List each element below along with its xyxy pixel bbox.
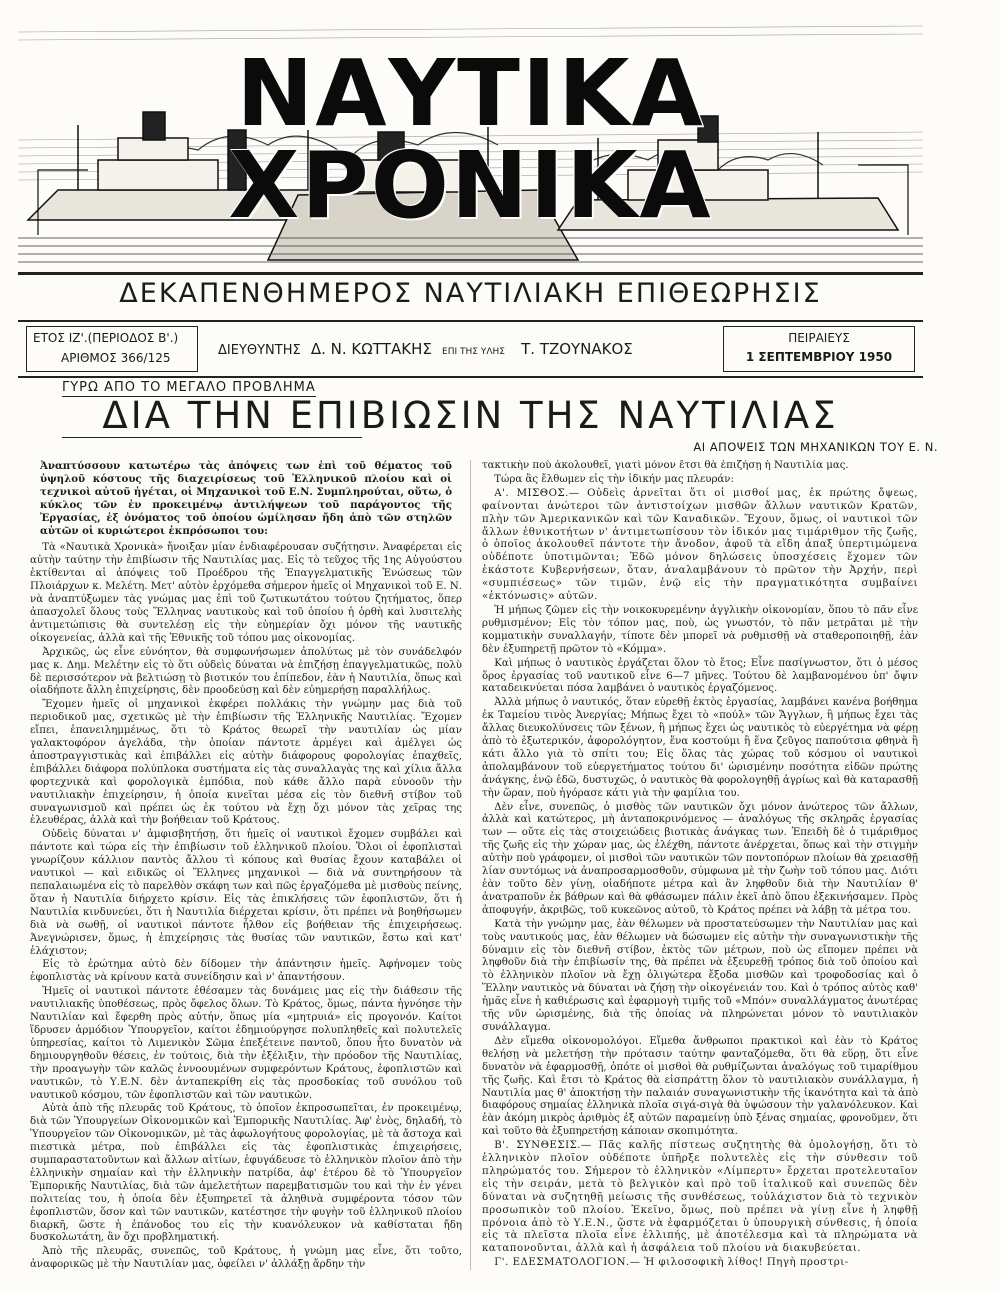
paragraph: Ἀρχικῶς, ὡς εἶνε εὐνόητον, θὰ συμφωνήσωμεν ἀπολύτως μὲ τὸν συνάδελφόν μας κ. Δημ. Μελέτην εἰς τὸ ὅτι οὐδεὶς δύναται νὰ ἐπιζήσῃ ἐπαγγελματικῶς, πολὺ δὲ περισσότερον νὰ βελτιώσῃ τὸ βιοτικόν του ἐπίπεδον, ἐὰν ἡ Ναυτιλία, ὅπως καὶ οἱαδήποτε ἄλλη ἐπιχείρησις, δὲν προοδεύσῃ καὶ δὲν εὐημερήσῃ παραλλήλως. <box>30 646 462 697</box>
masthead <box>18 20 923 275</box>
publication-subtitle: ΔΕΚΑΠΕΝΘΗΜΕΡΟΣ ΝΑΥΤΙΛΙΑΚΗ ΕΠΙΘΕΩΡΗΣΙΣ <box>119 278 822 309</box>
paragraph: Κατὰ τὴν γνώμην μας, ἐὰν θέλωμεν νὰ προστατεύσωμεν τὴν Ναυτιλίαν μας καὶ τοὺς ναυτικούς μας, ἐὰν θέλωμεν νὰ δώσωμεν εἰς αὐτὴν τὴν συναγωνιστικὴν τῆς δύναμιν εἰς τὸν διεθνῆ στίβον, ἐκτὸς τῶν μέτρων, ποὺ ὡς εἴπομεν πρέπει νὰ ληφθοῦν διὰ τὴν ἐπιβίωσίν της, θὰ πρέπει νὰ ἐξευρεθῇ τρόπος διὰ τοῦ ὁποίου καὶ τὸ ἑλληνικὸν πλοῖον νὰ ἔχῃ ὀλιγώτερα ἔξοδα μισθῶν καὶ τροφοδοσίας καὶ ὁ Ἕλλην ναυτικὸς νὰ δύναται νὰ ζήσῃ τὴν οἰκογένειάν του. Καὶ ὁ τρόπος αὐτὸς καθ' ἡμᾶς εἶνε ἡ καθιέρωσις καὶ ἐφαρμογὴ τιμῆς τοῦ «Μπόν» συναλλάγματος ἀνωτέρας τῆς νῦν ὡρισμένης, διὰ τῆς ὁποίας νὰ πληρώνεται μόνον τὸ ναυτιλιακὸν συνάλλαγμα. <box>482 918 918 1033</box>
city: ΠΕΙΡΑΙΕΥΣ <box>788 331 850 345</box>
divider <box>62 437 362 438</box>
article-column-right <box>482 460 918 1280</box>
paragraph: Ἔχομεν ἡμεῖς οἱ μηχανικοὶ ἐκφέρει πολλάκις τὴν γνώμην μας διὰ τοῦ περιοδικοῦ μας, σχετικῶς μὲ τὴν ἐπιβίωσιν τῆς Ἑλληνικῆς Ναυτιλίας. Ἔχομεν εἴπει, ἐπανειλημμένως, ὅτι τὸ Κράτος θεωρεῖ τὴν ναυτιλίαν ὡς μίαν γαλακτοφόρον ἀγελάδα, τὴν ὁποίαν πάντοτε ἀρμέγει καὶ ἀμέλγει ὡς ἀποστραγγιστικὰς καὶ ἐπιβάλλει εἰς αὐτὴν διάφορους φορολογίας ἐπαχθεῖς, ἐπιβάλλει διάφορα πολύπλοκα συστήματα εἰς τὰς συναλλαγὰς της καὶ χίλια ἄλλα φορτεχνικὰ καὶ φορολογικὰ ἐμπόδια, ποὺ κάθε ἄλλο παρὰ εὐνοοῦν τὴν ναυτιλιακὴν ἐπιχείρησιν, ἡ ὁποία κινεῖται μέσα εἰς τὸν διεθνῆ στίβον τοῦ συναγωνισμοῦ καὶ πρέπει ὡς ἐκ τούτου νὰ ἔχῃ ὄχι μόνον τὰς χεῖρας της ἐλευθέρας, ἀλλὰ καὶ τὴν βοήθειαν τοῦ Κράτους. <box>30 699 462 827</box>
section-wages: Α'. ΜΙΣΘΟΣ.— Οὐδεὶς ἀρνεῖται ὅτι οἱ μισθοί μας, ἐκ πρώτης ὄψεως, φαίνονται ἀνώτεροι τῶν ἀντιστοίχων μισθῶν ἄλλων ναυτικῶν Κρατῶν, πλὴν τῶν Ἀμερικανικῶν καὶ τῶν Καναδικῶν. Ἔχουν, ὅμως, οἱ ναυτικοὶ τῶν ἄλλων ἐθνικοτήτων ν' ἀντιμετωπίσουν τὸν ἰδικόν μας τιμάριθμον τῆς ζωῆς, ὁ ὁποῖος ἀκολουθεῖ πάντοτε τὴν ἄνοδον, ἀφοῦ τὰ εἴδη ἀπαξ ὑπερτιμώμενα οὐδέποτε ὑποτιμῶνται; Ἐδῶ μόνον δηλώσεις ὑποσχέσεις ἔχομεν τῶν ἑκάστοτε Κυβερνήσεων, ὅταν, ἀναλαμβάνουν τὸ πρῶτον τὴν Ἀρχήν, περὶ «συμπιέσεως» τῶν τιμῶν, ἐνῷ εἰς τὴν πραγματικότητα συμβαίνει «ἐκτόνωσις» αὐτῶν. <box>482 487 918 603</box>
paragraph: Ἡ μήπως ζῶμεν εἰς τὴν νοικοκυρεμένην ἀγγλικὴν οἰκονομίαν, ὅπου τὸ πᾶν εἶνε ρυθμισμένον; Εἰς τὸν τόπον μας, ποὺ, ὡς γνωστόν, τὸ πᾶν μετρᾶται μὲ τὴν κομματικὴν συναλλαγήν, τίποτε δὲν μπορεῖ νὰ ρυθμισθῇ νὰ σταθεροποιηθῇ, ἐὰν δὲν ἐξυπηρετῇ πρῶτον τὸ «Κόμμα». <box>482 604 918 655</box>
material-label: ΕΠΙ ΤΗΣ ΥΛΗΣ <box>442 347 505 357</box>
article-kicker: ΓΥΡΩ ΑΠΟ ΤΟ ΜΕΓΑΛΟ ΠΡΟΒΛΗΜΑ <box>62 380 316 395</box>
article-headline: ΔΙΑ ΤΗΝ ΕΠΙΒΙΩΣΙΝ ΤΗΣ ΝΑΥΤΙΛΙΑΣ <box>102 394 839 437</box>
article-intro: Ἀναπτύσσουν κατωτέρω τὰς ἀπόψεις των ἐπὶ τοῦ θέματος τοῦ ὑψηλοῦ κόστους τῆς διαχειρίσεως τοῦ Ἑλληνικοῦ πλοίου καὶ οἱ τεχνικοὶ αὐτοῦ ἡγέται, οἱ Μηχανικοὶ τοῦ Ε.Ν. Συμπληρούται, οὕτω, ὁ κύκλος τῶν ἐν προκειμένῳ ἀντιλήψεων τοῦ παράγοντος τῆς Ἐργασίας, ἐξ ὀνόματος τοῦ ὁποίου ὡμίλησαν ἤδη ἀπὸ τῶν στηλῶν αὐτῶν οἱ κυριώτεροι ἐκπρόσωποι του: <box>40 460 452 537</box>
paragraph: Καὶ μήπως ὁ ναυτικὸς ἐργάζεται ὅλον τὸ ἔτος; Εἶνε πασίγνωστον, ὅτι ὁ μέσος ὅρος ἐργασίας τοῦ ναυτικοῦ εἶνε 6—7 μῆνες. Τούτου δὲ λαμβανομένου ὑπ' ὄψιν καταδεικνύεται πόσα λαμβάνει ὁ ναυτικὸς ἐργαζόμενος. <box>482 657 918 695</box>
editors-line <box>218 340 633 358</box>
director-name: Δ. Ν. ΚΩΤΤΑΚΗΣ <box>310 340 432 358</box>
paragraph: Δὲν εἴμεθα οἰκονομολόγοι. Εἴμεθα ἄνθρωποι πρακτικοὶ καὶ ἐὰν τὸ Κράτος θελήσῃ νὰ μελετήσῃ τὴν πρότασιν ταύτην φανταζόμεθα, ὅτι θὰ εὕρῃ, ὅτι εἶνε δυνατὸν νὰ ἐφαρμοσθῇ, ὁπότε οἱ μισθοὶ θὰ ρυθμίζωνται ἀναλόγως τοῦ τιμαρίθμου τῆς ζωῆς. Καὶ ἔτσι τὸ Κράτος θὰ εἰσπράττῃ ὅλον τὸ ναυτιλιακὸν συνάλλαγμα, ἡ Ναυτιλία μας θ' ἀποκτήσῃ τὴν παλαιάν συναγωνιστικὴν τῆς ἱκανότητα καὶ τὰ ἀπὸ διαφόρους σημαίας ἑλληνικὰ πλοῖα σιγά-σιγὰ θὰ ὑψώσουν τὴν γαλανόλευκον. Καὶ ἐὰν ἀκόμη μικρὸς ἀριθμὸς ἐξ αὐτῶν παραμείνῃ ὑπὸ ξένας σημαίας, φρονοῦμεν, ὅτι καὶ τοῦτο θὰ ἐξυπηρετήσῃ κάποιαν σκοπιμότητα. <box>482 1035 918 1138</box>
paragraph: Τὰ «Ναυτικὰ Χρονικὰ» ἤνοιξαν μίαν ἐνδιαφέρουσαν συζήτησιν. Ἀναφέρεται εἰς αὐτὴν ταύτην τὴν ἐπιβίωσιν τῆς Ναυτιλίας μας. Εἰς τὸ τεῦχος τῆς 1ης Αὐγούστου ἐκτίθενται αἱ ἀπόψεις τοῦ Προέδρου τῆς Ἐπαγγελματικῆς Ἑνώσεως τῶν Πλοιάρχων κ. Μελέτη. Μετ' αὐτὸν ἐρχόμεθα σήμερον ἡμεῖς οἱ Μηχανικοὶ τοῦ Ε. Ν. νὰ ἀναπτύξωμεν τὰς γνώμας μας ἐπὶ τοῦ ζωτικωτάτου τούτου ζητήματος, ὅπερ ἀπασχολεῖ ὅλους τοὺς Ἕλληνας ναυτικοὺς καὶ τοῦ ὁποίου ἡ ὀρθὴ καὶ λυσιτελὴς ἀντιμετώπισις θὰ συντελέσῃ εἰς τὴν εὐημερίαν ὄχι μόνον τῆς ναυτικῆς οἰκογενείας, ἀλλὰ καὶ τῆς Ἐθνικῆς τοῦ τόπου μας οἰκονομίας. <box>30 542 462 644</box>
paragraph: Αὐτὰ ἀπὸ τῆς πλευρᾶς τοῦ Κράτους, τὸ ὁποῖον ἐκπροσωπεῖται, ἐν προκειμένῳ, διὰ τῶν Ὑπουργείων Οἰκονομικῶν καὶ Ἐμπορικῆς Ναυτιλίας. Ἀφ' ἑνὸς, δηλαδή, τὸ Ὑπουργεῖον τῶν Οἰκονομικῶν, μὲ τὰς ἀφωλογήτους φορολογίας, μὲ τὰ ἄστοχα καὶ πιεστικὰ μέτρα, ποὺ ἐπιβάλλει εἰς τὰς ἐφοπλιστικὰς ἐπιχειρήσεις, συμπαραστατοῦντων καὶ ἄλλων αἰτίων, ἐφυγάδευσε τὸ ἑλληνικὸν πλοῖον ἀπὸ τὴν ἑλληνικὴν σημαίαν καὶ τὴν ἑλληνικὴν πατρίδα, ἀφ' ἑτέρου δὲ τὸ Ὑπουργεῖον Ἐμπορικῆς Ναυτιλίας, διὰ τῶν ἀμελετήτων παρεμβατισμῶν του καὶ τὴν ἐν γένει πολιτείας του, ἡ ὁποία δὲν ἐξυπηρετεῖ τὰ ἀληθινὰ συμφέροντα τόσον τῶν ἐφοπλιστῶν, ὅσον καὶ τῶν ναυτικῶν, κατέστησε τὴν φυγὴν τοῦ ἑλληνικοῦ πλοίου διαρκῆ, ὥστε ἡ ἐπάνοδος του εἰς τὴν κυανόλευκον νὰ καθίσταται ἤδη δυσκολωτάτη, ἂν ὄχι προβληματική. <box>30 1103 462 1244</box>
section-victualling: Γ'. ΕΔΕΣΜΑΤΟΛΟΓΙΟΝ.— Ἡ φιλοσοφικὴ λίθος! Πηγὴ προστρι- <box>494 1257 849 1269</box>
issue-box <box>26 326 198 372</box>
section-composition: Β'. ΣΥΝΘΕΣΙΣ.— Πᾶς καλῆς πίστεως συζητητὴς θὰ ὁμολογήσῃ, ὅτι τὸ ἑλληνικὸν πλοῖον οὐδέποτε ὑπῆρξε πολυτελὲς εἰς τὴν σύνθεσιν τοῦ πληρώματός του. Σήμερον τὸ ἑλληνικὸν «Λίμπερτυ» ἔρχεται προτελευταῖον εἰς τὴν σειράν, μετὰ τὸ βελγικὸν καὶ πρὸ τοῦ ἰταλικοῦ καὶ συνεπῶς δὲν δύναται νὰ συζητηθῇ μείωσις τῆς συνθέσεως, τοὐλάχιστον διὰ τὸ τεχνικὸν προσωπικὸν τοῦ πλοίου. Ἐκεῖνο, ὅμως, ποὺ πρέπει νὰ γίνῃ εἶνε ἡ ληφθῇ πρόνοια ἀπὸ τὸ Υ.Ε.Ν., ὥστε νὰ ἐφαρμόζεται ὑ ὑπουργικὴ σύνθεσις, ἡ ὁποία εἰς τὰ πλεῖστα πλοῖα εἶνε ἐλλιπής, μὲ ἀποτέλεσμα καὶ τὰ πληρώματα νὰ καταπονοῦνται, ἀλλὰ καὶ ἡ ἀσφάλεια τοῦ πλοίου νὰ διακυβεύεται. <box>482 1140 918 1255</box>
paragraph: Τώρα ἂς ἔλθωμεν εἰς τὴν ἰδικήν μας πλευράν: <box>494 473 734 485</box>
paragraph: Ἀπὸ τῆς πλευρᾶς, συνεπῶς, τοῦ Κράτους, ἡ γνώμη μας εἶνε, ὅτι τοῦτο, ἀναφορικῶς μὲ τὴν Ναυτιλίαν μας, ὀφείλει ν' ἀλλάξῃ ἄρδην τὴν <box>30 1246 462 1271</box>
article-byline: ΑΙ ΑΠΟΨΕΙΣ ΤΩΝ ΜΗΧΑΝΙΚΩΝ ΤΟΥ Ε. Ν. <box>693 440 938 454</box>
issue-number: ΑΡΙΘΜΟΣ 366/125 <box>61 351 171 365</box>
masthead-title: ΝΑΥΤΙΚΑ ΧΡΟΝΙΚΑ <box>228 40 713 239</box>
column-divider <box>470 460 471 1270</box>
info-bar <box>18 320 923 378</box>
dateline-box <box>723 326 915 372</box>
paragraph: Ἀλλὰ μήπως ὁ ναυτικός, ὅταν εὑρεθῇ ἐκτὸς ἐργασίας, λαμβάνει κανένα βοήθημα ἐκ Ταμείου τινὸς Ἀνεργίας; Μήπως ἔχει τὸ «πούλ» τῶν Ἄγγλων, ἢ μήπως ἔχει τὰς ἄλλας διευκολύνσεις τῶν ξένων, ἢ μήπως ἔχει ὡς ναυτικὸς τὸ εὐεργέτημα νὰ φέρῃ ἀπὸ τὸ ἐξωτερικόν, ἀφορολόγητον, ἕνα κοστούμι ἢ ἕνα ζεῦγος παπούτσια φθηνὰ ἢ κάτι ἄλλο γιὰ τὸ σπίτι του; Εἰς ὅλας τὰς χώρας τοῦ κόσμου οἱ ναυτικοὶ ἀπολαμβάνουν τοῦ εὐεργετήματος τούτου δι' ὡρισμένην ποσότητα εἰδῶν πρώτης ἀνάγκης, ἐνῷ ἐδῶ, δυστυχῶς, ὁ ναυτικὸς θὰ φορολογηθῇ ἀγρίως καὶ θὰ καταρασθῇ τὴν ὥραν, ποὺ ἠγόρασε κάτι γιὰ τὴν φαμίλια του. <box>482 697 918 799</box>
article-column-left <box>30 460 462 1280</box>
director-label: ΔΙΕΥΘΥΝΤΗΣ <box>218 343 301 358</box>
issue-date: 1 ΣΕΠΤΕΜΒΡΙΟΥ 1950 <box>745 350 893 364</box>
paragraph: τακτικὴν ποὺ ἀκολουθεῖ, γιατὶ μόνον ἔτσι θὰ ἐπιζήσῃ ἡ Ναυτιλία μας. <box>482 460 849 471</box>
paragraph: Ἡμεῖς οἱ ναυτικοὶ πάντοτε ἐθέσαμεν τὰς δυνάμεις μας εἰς τὴν διάθεσιν τῆς ναυτιλιακῆς ὑποθέσεως, πρὸς ὄφελος ὅλων. Τὸ Κράτος, ὅμως, πάντα ἠγνόησε τὴν Ναυτιλίαν καὶ ἔφερθη πρὸς αὐτήν, ὅπως μία «μητρυιά» εἰς προγονόν. Καίτοι ἵδρυσεν ἁρμόδιον Ὑπουργεῖον, καίτοι ἐδημιούργησε πολυπληθεῖς καὶ πολυτελεῖς ὑπηρεσίας, καίτοι τὸ Λιμενικὸν Σῶμα ἐπεξέτεινε παντοῦ, ὅπου ἦτο δυνατὸν νὰ δημιουργηθοῦν θέσεις, ἐν τούτοις, διὰ τὴν ἐξέλιξιν, τὴν πρόοδον τῆς Ναυτιλίας, τὴν προαγωγὴν τῶν καλῶς ἐννοουμένων συμφερόντων Κράτους, ἐφοπλιστῶν καὶ ναυτικῶν, τὸ Υ.Ε.Ν. δὲν ἀνταπεκρίθη εἰς τὰς προσδοκίας τοῦ συνόλου τοῦ ναυτικοῦ κόσμου, τῶν ἐφοπλιστῶν καὶ τῶν ναυτικῶν. <box>30 986 462 1101</box>
paragraph: Οὐδεὶς δύναται ν' ἀμφισβητήσῃ, ὅτι ἡμεῖς οἱ ναυτικοὶ ἔχομεν συμβάλει καὶ πάντοτε καὶ τώρα εἰς τὴν ἐπιβίωσιν τοῦ ἑλληνικοῦ πλοίου. Ὅλοι οἱ ἐφοπλισταὶ γνωρίζουν κάλλιον παντὸς ἄλλου τὶ κόπους καὶ θυσίας ἔχουν καταβάλει οἱ ναυτικοὶ — καὶ ειδικῶς οἱ Ἕλληνες μηχανικοὶ — διὰ νὰ συντηρήσουν τὰ πεπαλαιωμένα εἰς τὸ παρελθὸν σκάφη των καὶ πῶς ἐργαζόμεθα μὲ μισθοὺς πείνης, ὅταν ἡ Ναυτιλία διήρχετο κρίσιν. Εἰς τὰς ἐπικλήσεις τῶν ἐφοπλιστῶν, ὅτι ἡ Ναυτιλία κινδυνεύει, ὅτι ἡ Ναυτιλία διέρχεται κρίσιν, ὅτι πρέπει νὰ βοηθήσωμεν διὰ νὰ σωθῇ, οἱ ναυτικοὶ πάντοτε ἦλθον εἰς βοήθειαν τῆς ἐπιχειρήσεως. Ἀνεγνώρισεν, ὅμως, ἡ ἐπιχείρησις τὰς θυσίας τῶν ναυτικῶν, ἔστω καὶ κατ' ἐλάχιστον; <box>30 829 462 957</box>
issue-year: ΕΤΟΣ ΙΖ'.(ΠΕΡΙΟΔΟΣ Β'.) <box>33 331 179 345</box>
paragraph: Εἰς τὸ ἐρώτημα αὐτὸ δὲν δίδομεν τὴν ἀπάντησιν ἡμεῖς. Ἀφήνομεν τοὺς ἐφοπλιστὰς νὰ κρίνουν κατὰ συνείδησιν καὶ ν' ἀπαντήσουν. <box>30 959 462 984</box>
material-name: Τ. ΤΖΟΥΝΑΚΟΣ <box>521 340 633 358</box>
paragraph: Δὲν εἶνε, συνεπῶς, ὁ μισθὸς τῶν ναυτικῶν ὄχι μόνον ἀνώτερος τῶν ἄλλων, ἀλλὰ καὶ κατώτερος, μὴ ἀνταποκρινόμενος — ἀναλόγως τῆς σκληρᾶς ἐργασίας των — οὔτε εἰς τὰς στοιχειώδεις βιοτικὰς ἀνάγκας των. Ἐπειδὴ δὲ ὁ τιμάριθμος τῆς ζωῆς εἰς τὴν χώραν μας, ὡς ἐλέχθη, πάντοτε ἀνέρχεται, ὅπως καὶ τὴν στιγμὴν αὐτὴν ποὺ γράφομεν, οἱ μισθοὶ τῶν ναυτικῶν τῶν ποντοπόρων πλοίων θὰ χρειασθῇ λίαν συντόμως νὰ ἀναπροσαρμοσθοῦν, σύμφωνα μὲ τὴν ζωὴν τοῦ τόπου μας. Διότι ἐὰν τοῦτο δὲν γίνῃ, οἱαδήποτε μέτρα καὶ ἂν ληφθοῦν διὰ τὴν Ναυτιλίαν θ' ἀνατραποῦν ἐκ βάθρων καὶ θὰ φθάσωμεν πάλιν ἐκεῖ ἀπὸ ὅπου ἐξεκινήσαμεν. Πρὸς ἀποφυγήν, ἀκριβῶς, τοῦ κυκεῶνος αὐτοῦ, τὸ Κράτος πρέπει νὰ λάβῃ τὰ μέτρα του. <box>482 801 918 916</box>
